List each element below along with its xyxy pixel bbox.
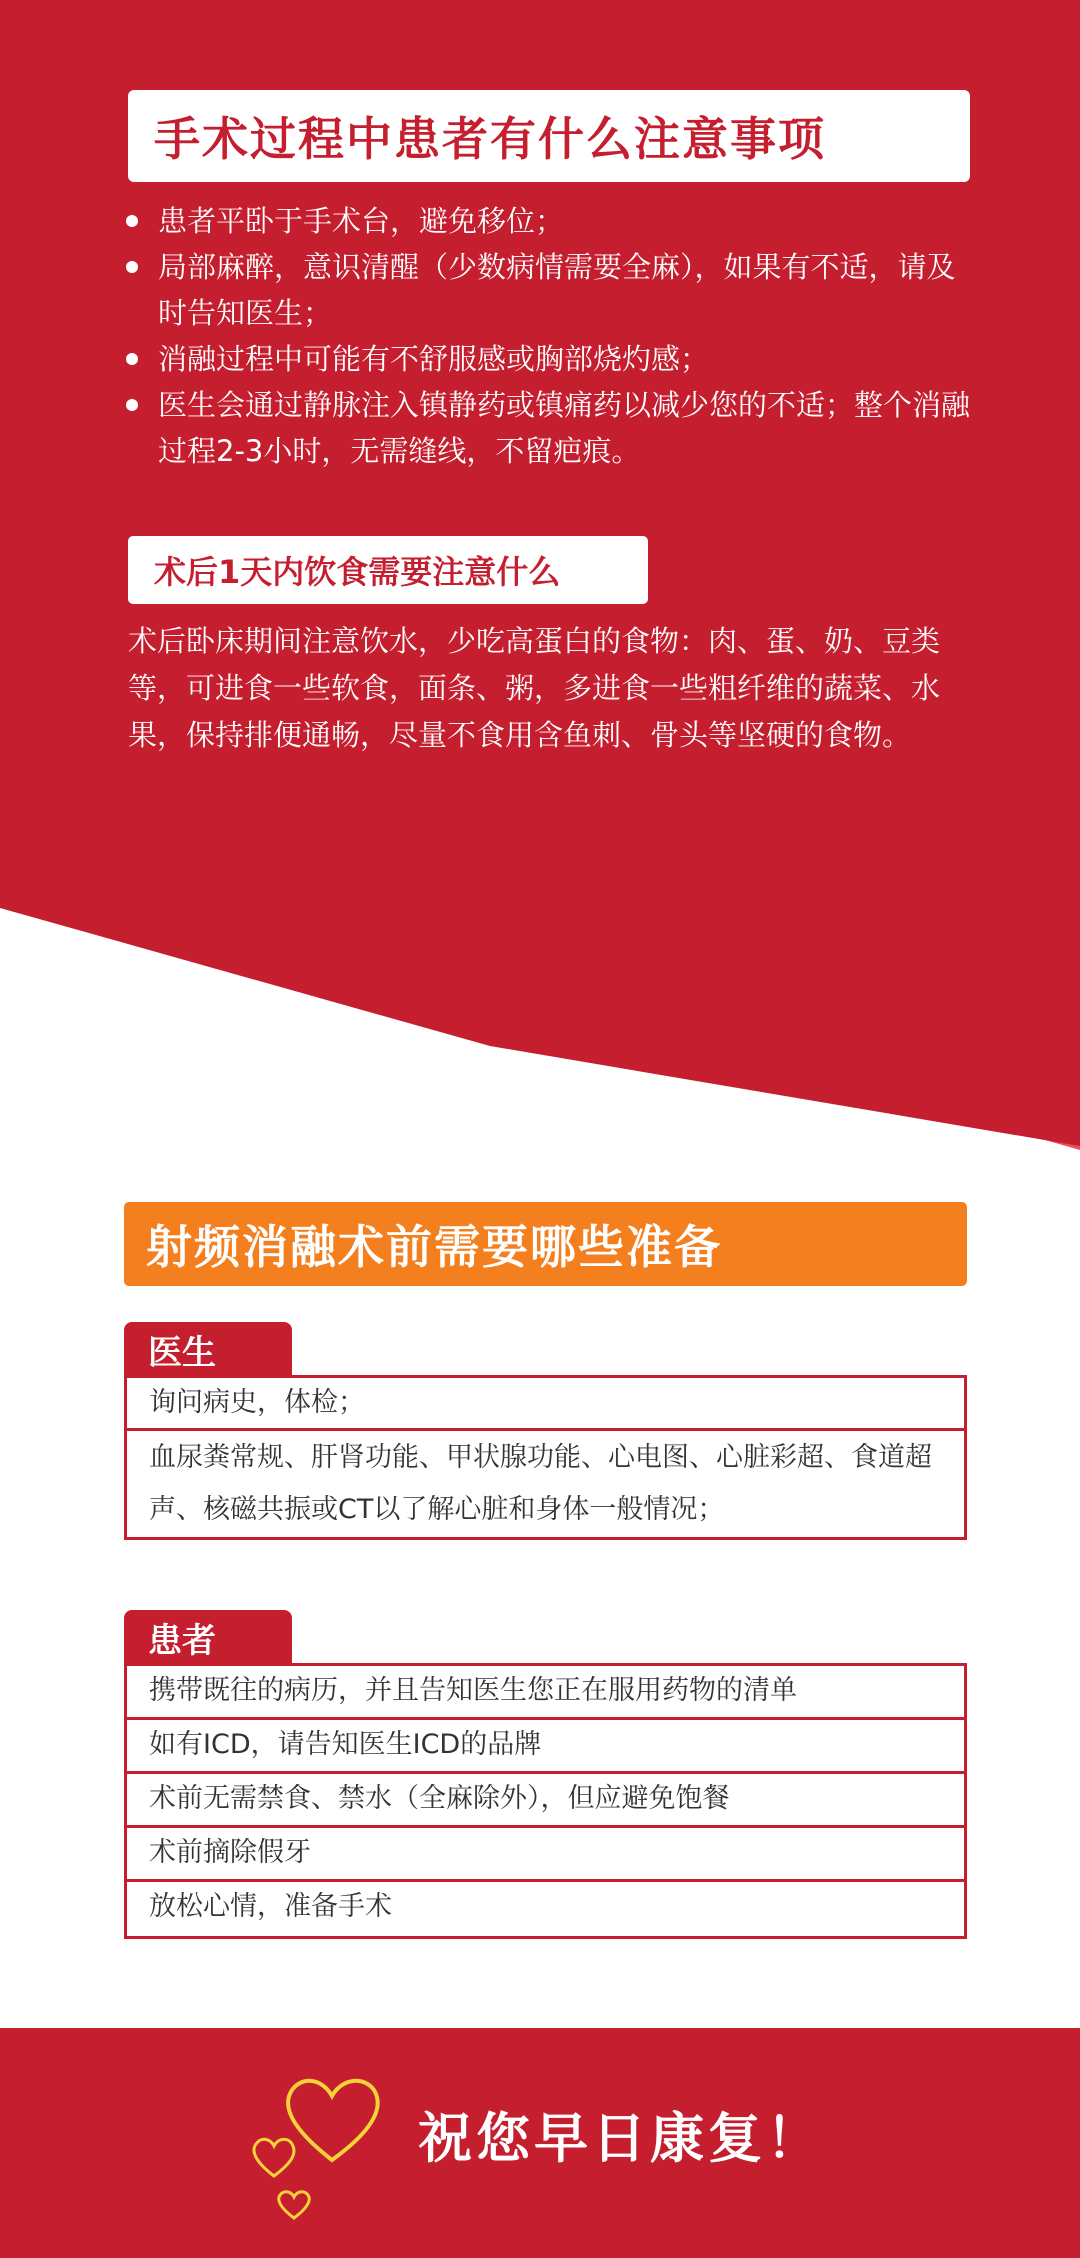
bullet-dot-icon (126, 215, 138, 227)
patient-tab (124, 1610, 292, 1664)
bullet-item: 医生会通过静脉注入镇静药或镇痛药以减少您的不适；整个消融过程2-3小时，无需缝线，不留疤痕。 (122, 382, 982, 474)
section3-title-bar (124, 1202, 967, 1286)
small-heart-icon (254, 2139, 294, 2176)
patient-tab-label: 患者 (148, 1620, 216, 1661)
table-row: 携带既往的病历，并且告知医生您正在服用药物的清单 (127, 1666, 964, 1720)
bullet-item: 患者平卧于手术台，避免移位； (122, 198, 982, 244)
section2-title: 术后1天内饮食需要注意什么 (154, 553, 561, 591)
hearts-icon (236, 2048, 396, 2248)
doctor-tab (124, 1322, 292, 1376)
table-row: 如有ICD，请告知医生ICD的品牌 (127, 1720, 964, 1774)
footer-wish-text: 祝您早日康复！ (418, 2107, 824, 2170)
diet-paragraph: 术后卧床期间注意饮水，少吃高蛋白的食物：肉、蛋、奶、豆类等，可进食一些软食，面条、粥，多进食一些粗纤维的蔬菜、水果，保持排便通畅，尽量不食用含鱼刺、骨头等坚硬的食物。 (128, 624, 941, 752)
table-row: 询问病史，体检； (127, 1378, 964, 1431)
bullet-dot-icon (126, 261, 138, 273)
doctor-tab-label: 医生 (148, 1332, 216, 1373)
table-row: 血尿粪常规、肝肾功能、甲状腺功能、心电图、心脏彩超、食道超声、核磁共振或CT以了解心脏和身体一般情况； (149, 1442, 932, 1525)
section3-title: 射频消融术前需要哪些准备 (146, 1220, 722, 1274)
section1-title-box (128, 90, 970, 182)
doctor-table (124, 1375, 967, 1540)
bullet-dot-icon (126, 399, 138, 411)
large-heart-icon (288, 2081, 378, 2160)
bullet-item: 局部麻醉，意识清醒（少数病情需要全麻），如果有不适，请及时告知医生； (122, 244, 982, 336)
bullet-item: 消融过程中可能有不舒服感或胸部烧灼感； (122, 336, 982, 382)
tiny-heart-icon (279, 2192, 309, 2218)
table-row: 术前无需禁食、禁水（全麻除外），但应避免饱餐 (127, 1774, 964, 1828)
bullet-dot-icon (126, 353, 138, 365)
section1-title: 手术过程中患者有什么注意事项 (154, 112, 826, 166)
procedure-bullet-list (122, 198, 982, 474)
footer-banner (0, 2028, 1080, 2258)
table-row: 术前摘除假牙 (127, 1828, 964, 1882)
section2-title-box (128, 536, 648, 604)
patient-table (124, 1663, 967, 1939)
table-row: 放松心情，准备手术 (149, 1891, 392, 1922)
